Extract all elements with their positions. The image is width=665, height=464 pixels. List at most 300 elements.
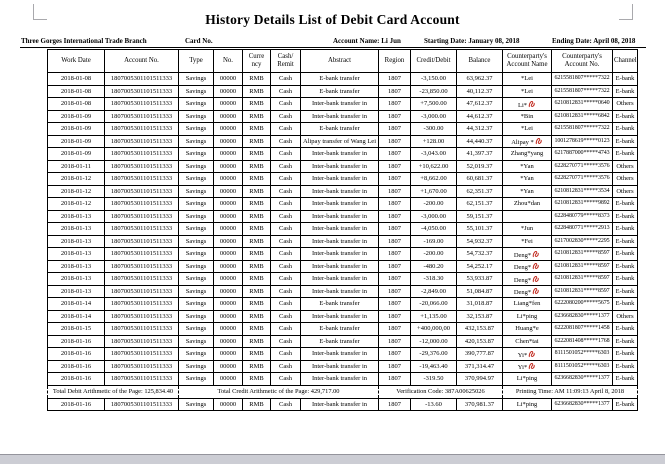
- cell-credit_debit: +7,500.00: [411, 98, 457, 111]
- cell-type: Savings: [179, 373, 214, 386]
- cell-currency: RMB: [243, 310, 271, 323]
- cell-credit_debit: -200.00: [411, 198, 457, 211]
- cell-account_no: 1807005301101511333: [105, 335, 179, 348]
- column-header-2: Type: [179, 50, 214, 73]
- table-row: [48, 135, 638, 148]
- cell-date: 2018-01-12: [48, 185, 105, 198]
- cell-account_no: 1807005301101511333: [105, 210, 179, 223]
- cell-cash_remit: Cash: [271, 198, 301, 211]
- cell-cash_remit: Cash: [271, 298, 301, 311]
- cell-no: 00000: [214, 73, 243, 86]
- cell-date: 2018-01-13: [48, 285, 105, 298]
- cell-cp_name: *Yan: [503, 173, 552, 186]
- cell-region: 1807: [379, 248, 411, 261]
- cell-type: Savings: [179, 360, 214, 373]
- cell-cash_remit: Cash: [271, 260, 301, 273]
- printing-time: Printing Time: AM 11:09:13 April 8, 2018: [503, 385, 638, 398]
- cell-credit_debit: -3,000.00: [411, 110, 457, 123]
- table-row: [48, 260, 638, 273]
- cell-type: Savings: [179, 348, 214, 361]
- cell-date: 2018-01-14: [48, 298, 105, 311]
- table-row: [48, 198, 638, 211]
- cell-type: Savings: [179, 173, 214, 186]
- cell-cash_remit: Cash: [271, 285, 301, 298]
- cell-type: Savings: [179, 123, 214, 136]
- cell-balance: 63,962.37: [457, 73, 503, 86]
- cell-channel: E-bank: [613, 210, 638, 223]
- cell-cp_account_no: 6210812831*****8597: [552, 248, 613, 261]
- table-row: [48, 335, 638, 348]
- cell-channel: E-bank: [613, 235, 638, 248]
- cell-region: 1807: [379, 348, 411, 361]
- cell-cash_remit: Cash: [271, 398, 301, 411]
- cell-channel: E-bank: [613, 223, 638, 236]
- cell-abstract: Inter-bank transfer in: [301, 348, 379, 361]
- cell-date: 2018-01-13: [48, 223, 105, 236]
- cell-abstract: Inter-bank transfer in: [301, 148, 379, 161]
- cell-currency: RMB: [243, 123, 271, 136]
- cell-balance: 44,312.37: [457, 123, 503, 136]
- cell-channel: E-bank: [613, 248, 638, 261]
- red-handwriting-mark-icon: [528, 99, 536, 108]
- cell-balance: 432,153.87: [457, 323, 503, 336]
- cell-cp_account_no: 1001278619*****0123: [552, 135, 613, 148]
- cell-cp_name: *Lei: [503, 123, 552, 136]
- table-row: [48, 398, 638, 411]
- cell-date: 2018-01-09: [48, 110, 105, 123]
- cell-channel: E-bank: [613, 260, 638, 273]
- cell-no: 00000: [214, 148, 243, 161]
- cell-currency: RMB: [243, 85, 271, 98]
- column-header-3: No.: [214, 50, 243, 73]
- cell-region: 1807: [379, 173, 411, 186]
- cell-region: 1807: [379, 160, 411, 173]
- cell-credit_debit: +128.00: [411, 135, 457, 148]
- cell-cp_name: Chen*tai: [503, 335, 552, 348]
- cell-no: 00000: [214, 198, 243, 211]
- column-header-8: Credit/Debit: [411, 50, 457, 73]
- table-row: [48, 323, 638, 336]
- cell-account_no: 1807005301101511333: [105, 160, 179, 173]
- cell-date: 2018-01-13: [48, 235, 105, 248]
- cell-cp_name: Huang*e: [503, 323, 552, 336]
- cell-credit_debit: -19,463.40: [411, 360, 457, 373]
- cell-cash_remit: Cash: [271, 210, 301, 223]
- total-debit: Total Debit Arithmetic of the Page: 125,834.40: [48, 385, 179, 398]
- cell-abstract: Inter-bank transfer in: [301, 273, 379, 286]
- transactions-table: [47, 49, 638, 411]
- cell-currency: RMB: [243, 73, 271, 86]
- cell-balance: 54,732.37: [457, 248, 503, 261]
- cell-date: 2018-01-16: [48, 348, 105, 361]
- cell-cash_remit: Cash: [271, 373, 301, 386]
- cell-date: 2018-01-09: [48, 123, 105, 136]
- cell-cash_remit: Cash: [271, 335, 301, 348]
- table-row: [48, 173, 638, 186]
- cell-channel: E-bank: [613, 148, 638, 161]
- cell-balance: 55,101.37: [457, 223, 503, 236]
- cell-cp_name: *Bin: [503, 110, 552, 123]
- cell-cash_remit: Cash: [271, 185, 301, 198]
- cell-region: 1807: [379, 335, 411, 348]
- cell-abstract: E-bank transfer: [301, 323, 379, 336]
- cell-channel: Others: [613, 310, 638, 323]
- cell-cp_account_no: 6222080200*****5675: [552, 298, 613, 311]
- cell-currency: RMB: [243, 335, 271, 348]
- cell-region: 1807: [379, 73, 411, 86]
- cell-cp_name: Li*: [503, 98, 552, 111]
- cell-cash_remit: Cash: [271, 73, 301, 86]
- cell-region: 1807: [379, 223, 411, 236]
- cell-account_no: 1807005301101511333: [105, 373, 179, 386]
- cell-no: 00000: [214, 398, 243, 411]
- table-row: [48, 98, 638, 111]
- cell-account_no: 1807005301101511333: [105, 123, 179, 136]
- column-header-12: Channel: [613, 50, 638, 73]
- cell-channel: E-bank: [613, 135, 638, 148]
- cell-credit_debit: -20,066.00: [411, 298, 457, 311]
- cell-account_no: 1807005301101511333: [105, 85, 179, 98]
- cell-cp_name: [503, 210, 552, 223]
- cell-region: 1807: [379, 360, 411, 373]
- cell-credit_debit: +1,670.00: [411, 185, 457, 198]
- cell-date: 2018-01-08: [48, 85, 105, 98]
- cell-no: 00000: [214, 360, 243, 373]
- cell-date: 2018-01-09: [48, 148, 105, 161]
- cell-cp_account_no: 6217002830*****2295: [552, 235, 613, 248]
- red-handwriting-mark-icon: [532, 249, 540, 258]
- cell-type: Savings: [179, 198, 214, 211]
- cell-no: 00000: [214, 110, 243, 123]
- cell-no: 00000: [214, 310, 243, 323]
- cell-abstract: Inter-bank transfer in: [301, 285, 379, 298]
- cell-type: Savings: [179, 160, 214, 173]
- cell-abstract: Inter-bank transfer in: [301, 260, 379, 273]
- cell-no: 00000: [214, 298, 243, 311]
- table-row: [48, 185, 638, 198]
- cell-region: 1807: [379, 298, 411, 311]
- cell-cash_remit: Cash: [271, 160, 301, 173]
- cell-no: 00000: [214, 273, 243, 286]
- cell-balance: 390,777.87: [457, 348, 503, 361]
- cell-channel: E-bank: [613, 335, 638, 348]
- cell-currency: RMB: [243, 248, 271, 261]
- cell-cp_name: *Jun: [503, 223, 552, 236]
- cell-region: 1807: [379, 148, 411, 161]
- red-handwriting-mark-icon: [532, 261, 540, 270]
- cell-cp_account_no: 6215581807*****7322: [552, 123, 613, 136]
- cell-credit_debit: -318.30: [411, 273, 457, 286]
- cell-abstract: Inter-bank transfer in: [301, 173, 379, 186]
- cell-type: Savings: [179, 235, 214, 248]
- cell-channel: E-bank: [613, 360, 638, 373]
- cell-region: 1807: [379, 323, 411, 336]
- cell-no: 00000: [214, 235, 243, 248]
- cell-cp_name: Deng*: [503, 273, 552, 286]
- cell-cp_name: Yi*: [503, 348, 552, 361]
- cell-abstract: E-bank transfer: [301, 335, 379, 348]
- total-credit: Total Credit Arithmetic of the Page: 429,717.00: [179, 385, 379, 398]
- cell-date: 2018-01-12: [48, 198, 105, 211]
- cell-cash_remit: Cash: [271, 223, 301, 236]
- table-row: [48, 160, 638, 173]
- cell-balance: 47,612.37: [457, 98, 503, 111]
- cell-currency: RMB: [243, 373, 271, 386]
- column-header-11: Counterparty's Account No.: [552, 50, 613, 73]
- cell-cash_remit: Cash: [271, 360, 301, 373]
- cell-abstract: Inter-bank transfer in: [301, 185, 379, 198]
- cell-credit_debit: +400,000,00: [411, 323, 457, 336]
- cell-abstract: E-bank transfer: [301, 298, 379, 311]
- cell-region: 1807: [379, 135, 411, 148]
- cell-type: Savings: [179, 210, 214, 223]
- cell-credit_debit: -480.20: [411, 260, 457, 273]
- cell-account_no: 1807005301101511333: [105, 298, 179, 311]
- cell-currency: RMB: [243, 285, 271, 298]
- cell-no: 00000: [214, 185, 243, 198]
- cell-cash_remit: Cash: [271, 310, 301, 323]
- table-row: [48, 110, 638, 123]
- cell-no: 00000: [214, 160, 243, 173]
- cell-channel: Others: [613, 160, 638, 173]
- cell-credit_debit: +1,135.00: [411, 310, 457, 323]
- cell-date: 2018-01-13: [48, 273, 105, 286]
- cell-region: 1807: [379, 198, 411, 211]
- cell-currency: RMB: [243, 235, 271, 248]
- cell-region: 1807: [379, 273, 411, 286]
- cell-cash_remit: Cash: [271, 123, 301, 136]
- cell-type: Savings: [179, 273, 214, 286]
- cell-type: Savings: [179, 98, 214, 111]
- cell-channel: E-bank: [613, 398, 638, 411]
- cell-cash_remit: Cash: [271, 173, 301, 186]
- cell-abstract: Inter-bank transfer in: [301, 110, 379, 123]
- column-header-7: Region: [379, 50, 411, 73]
- cell-cp_account_no: 6236682830*****1377: [552, 398, 613, 411]
- cell-credit_debit: -12,000.00: [411, 335, 457, 348]
- cell-no: 00000: [214, 323, 243, 336]
- cell-currency: RMB: [243, 298, 271, 311]
- cell-cp_name: *Fei: [503, 235, 552, 248]
- cell-currency: RMB: [243, 185, 271, 198]
- cell-cp_account_no: 6217887000*****4743: [552, 148, 613, 161]
- cell-cp_account_no: 6210812831*****0640: [552, 98, 613, 111]
- cell-cp_name: Deng*: [503, 248, 552, 261]
- red-handwriting-mark-icon: [528, 349, 536, 358]
- cell-credit_debit: +8,662.00: [411, 173, 457, 186]
- column-header-0: Work Date: [48, 50, 105, 73]
- cell-cp_account_no: 8111501052*****6303: [552, 360, 613, 373]
- cell-date: 2018-01-13: [48, 210, 105, 223]
- cell-cp_name: Yi*: [503, 360, 552, 373]
- cell-account_no: 1807005301101511333: [105, 235, 179, 248]
- cell-region: 1807: [379, 210, 411, 223]
- cell-currency: RMB: [243, 210, 271, 223]
- cell-no: 00000: [214, 348, 243, 361]
- cell-region: 1807: [379, 85, 411, 98]
- cell-credit_debit: -169.00: [411, 235, 457, 248]
- cell-balance: 44,612.37: [457, 110, 503, 123]
- cell-channel: Others: [613, 185, 638, 198]
- cell-cash_remit: Cash: [271, 110, 301, 123]
- cell-cash_remit: Cash: [271, 248, 301, 261]
- cell-balance: 32,153.87: [457, 310, 503, 323]
- cell-channel: E-bank: [613, 323, 638, 336]
- cell-no: 00000: [214, 135, 243, 148]
- red-handwriting-mark-icon: [532, 274, 540, 283]
- cell-cp_account_no: 6228480779*****8373: [552, 210, 613, 223]
- cell-balance: 44,440.37: [457, 135, 503, 148]
- cell-cp_name: Li*ping: [503, 398, 552, 411]
- cell-region: 1807: [379, 110, 411, 123]
- cell-account_no: 1807005301101511333: [105, 310, 179, 323]
- cell-no: 00000: [214, 248, 243, 261]
- cell-channel: Others: [613, 98, 638, 111]
- cell-type: Savings: [179, 310, 214, 323]
- cell-cp_name: Zhou*dan: [503, 198, 552, 211]
- cell-type: Savings: [179, 135, 214, 148]
- cell-region: 1807: [379, 398, 411, 411]
- cell-cp_account_no: 6222081408*****1768: [552, 335, 613, 348]
- table-row: [48, 85, 638, 98]
- ending-date: Ending Date: April 08, 2018: [552, 37, 636, 45]
- cell-account_no: 1807005301101511333: [105, 148, 179, 161]
- cell-cp_account_no: 6228270771*****3576: [552, 160, 613, 173]
- cell-type: Savings: [179, 260, 214, 273]
- cell-account_no: 1807005301101511333: [105, 110, 179, 123]
- cell-type: Savings: [179, 323, 214, 336]
- cell-account_no: 1807005301101511333: [105, 348, 179, 361]
- cell-type: Savings: [179, 85, 214, 98]
- cell-no: 00000: [214, 285, 243, 298]
- cell-date: 2018-01-16: [48, 398, 105, 411]
- table-row: [48, 373, 638, 386]
- cell-channel: E-bank: [613, 373, 638, 386]
- cell-currency: RMB: [243, 135, 271, 148]
- cell-abstract: E-bank transfer: [301, 85, 379, 98]
- cell-type: Savings: [179, 223, 214, 236]
- table-row: [48, 273, 638, 286]
- cell-currency: RMB: [243, 360, 271, 373]
- cell-cp_account_no: 6228270771*****3576: [552, 173, 613, 186]
- cell-region: 1807: [379, 373, 411, 386]
- cell-cash_remit: Cash: [271, 348, 301, 361]
- cell-currency: RMB: [243, 348, 271, 361]
- cell-balance: 51,084.87: [457, 285, 503, 298]
- red-handwriting-mark-icon: [532, 286, 540, 295]
- cell-balance: 40,112.37: [457, 85, 503, 98]
- cell-cp_name: Liang*fen: [503, 298, 552, 311]
- cell-abstract: Inter-bank transfer in: [301, 360, 379, 373]
- cell-region: 1807: [379, 98, 411, 111]
- column-header-10: Counterparty's Account Name: [503, 50, 552, 73]
- table-row: [48, 298, 638, 311]
- starting-date: Starting Date: January 08, 2018: [424, 37, 520, 45]
- column-header-9: Balance: [457, 50, 503, 73]
- cell-abstract: Inter-bank transfer in: [301, 210, 379, 223]
- page-totals-row: [48, 385, 638, 398]
- cell-channel: E-bank: [613, 285, 638, 298]
- cell-credit_debit: -319.50: [411, 373, 457, 386]
- cell-balance: 31,018.87: [457, 298, 503, 311]
- cell-account_no: 1807005301101511333: [105, 198, 179, 211]
- cell-credit_debit: -3,000.00: [411, 210, 457, 223]
- cell-no: 00000: [214, 173, 243, 186]
- cell-credit_debit: -3,043.00: [411, 148, 457, 161]
- cell-cp_account_no: 8111501052*****6303: [552, 348, 613, 361]
- cell-date: 2018-01-15: [48, 323, 105, 336]
- statement-info-row: [20, 37, 646, 48]
- branch-name: Three Gorges International Trade Branch: [21, 37, 147, 45]
- cell-channel: E-bank: [613, 73, 638, 86]
- cell-balance: 370,981.37: [457, 398, 503, 411]
- cell-cash_remit: Cash: [271, 148, 301, 161]
- cell-balance: 62,151.37: [457, 198, 503, 211]
- cell-balance: 53,933.87: [457, 273, 503, 286]
- cell-cp_account_no: 6215581807*****7322: [552, 73, 613, 86]
- cell-cp_account_no: 6236682830*****1377: [552, 373, 613, 386]
- cell-channel: E-bank: [613, 85, 638, 98]
- cell-abstract: E-bank transfer: [301, 73, 379, 86]
- cell-cash_remit: Cash: [271, 85, 301, 98]
- cell-cp_name: Li*ping: [503, 310, 552, 323]
- table-header: [48, 50, 638, 73]
- cell-currency: RMB: [243, 260, 271, 273]
- cell-cp_account_no: 6210812831*****8597: [552, 260, 613, 273]
- cell-channel: E-bank: [613, 348, 638, 361]
- cell-credit_debit: -200.00: [411, 248, 457, 261]
- cell-date: 2018-01-16: [48, 373, 105, 386]
- cell-abstract: Inter-bank transfer in: [301, 235, 379, 248]
- cell-currency: RMB: [243, 273, 271, 286]
- cell-abstract: Inter-bank transfer in: [301, 373, 379, 386]
- cell-balance: 52,019.37: [457, 160, 503, 173]
- cell-cp_account_no: 6210812831*****3534: [552, 185, 613, 198]
- cell-no: 00000: [214, 210, 243, 223]
- cell-region: 1807: [379, 123, 411, 136]
- cell-credit_debit: -29,376.00: [411, 348, 457, 361]
- table-row: [48, 285, 638, 298]
- cell-no: 00000: [214, 98, 243, 111]
- cell-abstract: Inter-bank transfer in: [301, 398, 379, 411]
- cell-cp_account_no: 6210812831*****8597: [552, 285, 613, 298]
- cell-credit_debit: -23,850.00: [411, 85, 457, 98]
- cell-cp_account_no: 6228480771*****2913: [552, 223, 613, 236]
- cell-currency: RMB: [243, 173, 271, 186]
- table-row: [48, 123, 638, 136]
- table-row: [48, 360, 638, 373]
- cell-account_no: 1807005301101511333: [105, 98, 179, 111]
- cell-cp_account_no: 6215581807*****7322: [552, 85, 613, 98]
- table-header-row: [48, 50, 638, 73]
- cell-balance: 59,151.37: [457, 210, 503, 223]
- table-row: [48, 348, 638, 361]
- cell-abstract: Alipay transfer of Wang Lei: [301, 135, 379, 148]
- cell-balance: 62,351.37: [457, 185, 503, 198]
- cell-cp_account_no: 6236682830*****1377: [552, 310, 613, 323]
- cell-account_no: 1807005301101511333: [105, 173, 179, 186]
- cell-cp_name: Zhang*yang: [503, 148, 552, 161]
- table-row: [48, 73, 638, 86]
- table-row: [48, 248, 638, 261]
- cell-currency: RMB: [243, 198, 271, 211]
- cell-currency: RMB: [243, 160, 271, 173]
- cell-cash_remit: Cash: [271, 135, 301, 148]
- cell-credit_debit: -300.00: [411, 123, 457, 136]
- cell-date: 2018-01-13: [48, 248, 105, 261]
- cell-balance: 41,397.37: [457, 148, 503, 161]
- cell-date: 2018-01-14: [48, 310, 105, 323]
